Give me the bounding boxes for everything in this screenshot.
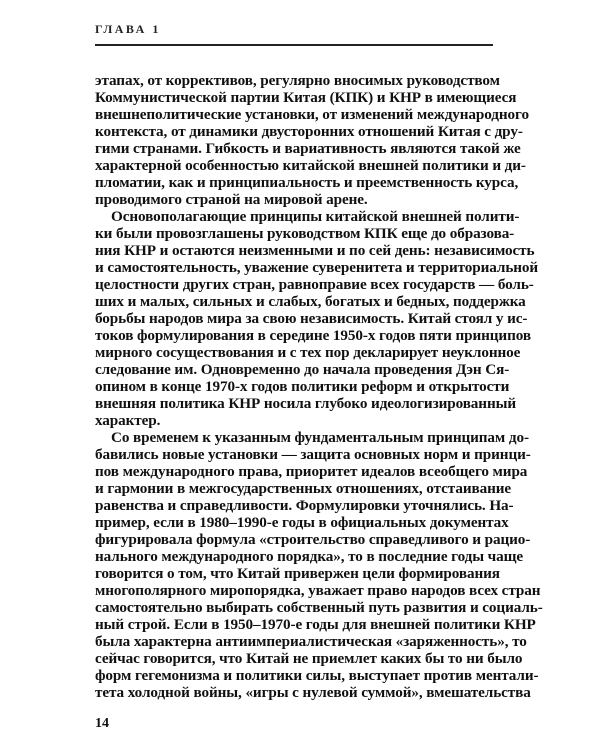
text-line: бавились новые установки — защита основных норм и принци- xyxy=(95,446,531,463)
text-line: токов формулирования в середине 1950-х годов пяти принципов xyxy=(95,327,531,344)
text-line: следование им. Одновременно до начала проведения Дэн Ся- xyxy=(95,361,510,378)
text-line: Коммунистической партии Китая (КПК) и КНР в имеющиеся xyxy=(95,89,517,106)
text-line: и самостоятельность, уважение суверенитета и территориальной xyxy=(95,259,539,276)
text-line: проводимого страной на мировой арене. xyxy=(95,191,368,208)
text-line: характерной особенностью китайской внешней политики и ди- xyxy=(95,157,526,174)
text-line: равенства и справедливости. Формулировки уточнялись. На- xyxy=(95,497,514,514)
paragraph xyxy=(95,72,529,208)
text-line: борьбы народов мира за свою независимость. Китай стоял у ис- xyxy=(95,310,528,327)
paragraph xyxy=(95,208,539,429)
text-line: сейчас говорится, что Китай не приемлет каких бы то ни было xyxy=(95,650,523,667)
text-line: этапах, от коррективов, регулярно вносимых руководством xyxy=(95,72,500,89)
text-line: характер. xyxy=(95,412,161,429)
text-line: была характерна антиимпериалистическая «заряженность», то xyxy=(95,633,527,650)
text-line: внешнеполитические установки, от изменений международного xyxy=(95,106,529,123)
body-text xyxy=(95,72,543,701)
text-line: ших и малых, сильных и слабых, богатых и бедных, поддержка xyxy=(95,293,526,310)
page-number: 14 xyxy=(95,716,109,731)
text-line: Со временем к указанным фундаментальным принципам до- xyxy=(111,429,529,446)
text-line: Основополагающие принципы китайской внешней полити- xyxy=(111,208,520,225)
text-line: пов международного права, приоритет идеалов всеобщего мира xyxy=(95,463,528,480)
text-line: внешняя политика КНР носила глубоко идеологизированный xyxy=(95,395,516,412)
text-line: самостоятельно выбирать собственный путь развития и социаль- xyxy=(95,599,543,616)
text-line: говорится о том, что Китай привержен цели формирования xyxy=(95,565,500,582)
text-line: контекста, от динамики двусторонних отношений Китая с дру- xyxy=(95,123,523,140)
text-line: фигурировала формула «строительство справедливого и рацио- xyxy=(95,531,531,548)
text-line: нального международного порядка», то в последние годы чаще xyxy=(95,548,523,565)
text-line: многополярного миропорядка, уважает право народов всех стран xyxy=(95,582,541,599)
text-line: опином в конце 1970-х годов политики реформ и открытости xyxy=(95,378,510,395)
text-line: ния КНР и остаются неизменными и по сей день: независимость xyxy=(95,242,535,259)
text-line: гими странами. Гибкость и вариативность являются такой же xyxy=(95,140,521,157)
text-line: пример, если в 1980–1990-е годы в официальных документах xyxy=(95,514,509,531)
text-line: целостности других стран, равноправие всех государств — боль- xyxy=(95,276,534,293)
text-line: пломатии, как и принципиальность и преемственность курса, xyxy=(95,174,519,191)
text-line: форм гегемонизма и политики силы, выступает против ментали- xyxy=(95,667,539,684)
text-line: тета холодной войны, «игры с нулевой суммой», вмешательства xyxy=(95,684,531,701)
running-header: ГЛАВА 1 xyxy=(95,22,161,36)
paragraph xyxy=(95,429,543,701)
text-line: ный строй. Если в 1950–1970-е годы для внешней политики КНР xyxy=(95,616,536,633)
text-line: ки были провозглашены руководством КПК еще до образова- xyxy=(95,225,515,242)
text-line: и гармонии в межгосударственных отношениях, отстаивание xyxy=(95,480,512,497)
text-line: мирного сосуществования и с тех пор декларирует неуклонное xyxy=(95,344,521,361)
header-rule xyxy=(95,44,493,46)
